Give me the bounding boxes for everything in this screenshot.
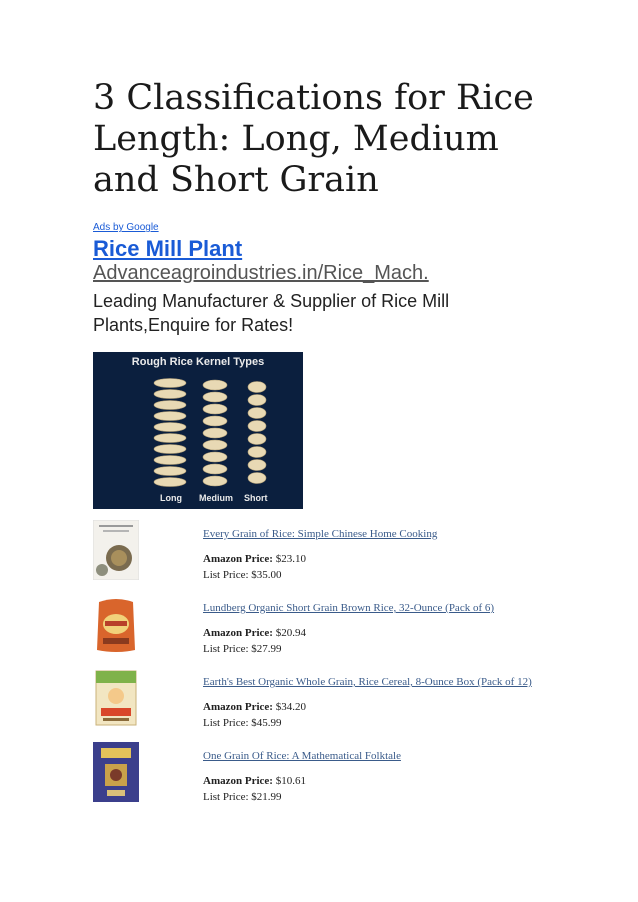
amazon-price-line	[203, 625, 563, 641]
label-short: Short	[244, 493, 268, 503]
picture-book-cover-icon[interactable]	[93, 742, 139, 802]
list-price-line	[203, 641, 563, 657]
list-price-line	[203, 715, 563, 731]
amazon-price-label: Amazon Price:	[203, 553, 273, 565]
list-price-label: List Price:	[203, 791, 249, 803]
list-price-label: List Price:	[203, 643, 249, 655]
product-item	[93, 666, 563, 740]
product-list	[93, 518, 563, 814]
rice-bag-icon[interactable]	[93, 594, 139, 654]
list-price: $45.99	[251, 717, 282, 729]
list-price-label: List Price:	[203, 569, 249, 581]
list-price: $35.00	[251, 569, 282, 581]
amazon-price-label: Amazon Price:	[203, 701, 273, 713]
page-title: 3 Classifications for Rice Length: Long, Medium and Short Grain	[93, 78, 534, 200]
list-price-line	[203, 789, 563, 805]
ad-description: Leading Manufacturer & Supplier of Rice Mill Plants,Enquire for Rates!	[93, 291, 450, 335]
label-medium: Medium	[199, 493, 234, 503]
product-info	[203, 748, 563, 805]
list-price-label: List Price:	[203, 717, 249, 729]
amazon-price-label: Amazon Price:	[203, 775, 273, 787]
cereal-box-icon[interactable]	[93, 668, 139, 728]
product-item	[93, 592, 563, 666]
amazon-price-line	[203, 551, 563, 567]
ads-by-google-link[interactable]: Ads by Google	[93, 222, 159, 233]
amazon-price: $10.61	[275, 775, 306, 787]
amazon-price: $23.10	[275, 553, 306, 565]
amazon-price-label: Amazon Price:	[203, 627, 273, 639]
product-item	[93, 740, 563, 814]
ad-headline	[93, 236, 563, 285]
list-price: $27.99	[251, 643, 282, 655]
label-long: Long	[160, 493, 182, 503]
cookbook-cover-icon[interactable]	[93, 520, 139, 580]
amazon-price: $34.20	[275, 701, 306, 713]
product-info	[203, 600, 563, 657]
product-item	[93, 518, 563, 592]
amazon-price-line	[203, 773, 563, 789]
list-price-line	[203, 567, 563, 583]
product-title-link[interactable]: One Grain Of Rice: A Mathematical Folktale	[203, 750, 401, 762]
figure-caption: Rough Rice Kernel Types	[131, 356, 265, 368]
ad-title-link[interactable]: Rice Mill Plant	[93, 236, 243, 261]
amazon-price: $20.94	[275, 627, 306, 639]
list-price: $21.99	[251, 791, 282, 803]
product-title-link[interactable]: Every Grain of Rice: Simple Chinese Home Cooking	[203, 528, 438, 540]
rice-kernel-types-image	[93, 352, 303, 509]
ad-url-link[interactable]: Advanceagroindustries.in/Rice_Mach.	[93, 262, 429, 284]
product-info	[203, 674, 563, 731]
rice-kernels-illustration	[93, 352, 303, 509]
product-title-link[interactable]: Lundberg Organic Short Grain Brown Rice, 32-Ounce (Pack of 6)	[203, 602, 495, 614]
product-title-link[interactable]: Earth's Best Organic Whole Grain, Rice Cereal, 8-Ounce Box (Pack of 12)	[203, 676, 532, 688]
amazon-price-line	[203, 699, 563, 715]
product-info	[203, 526, 563, 583]
ad-block	[93, 236, 563, 337]
